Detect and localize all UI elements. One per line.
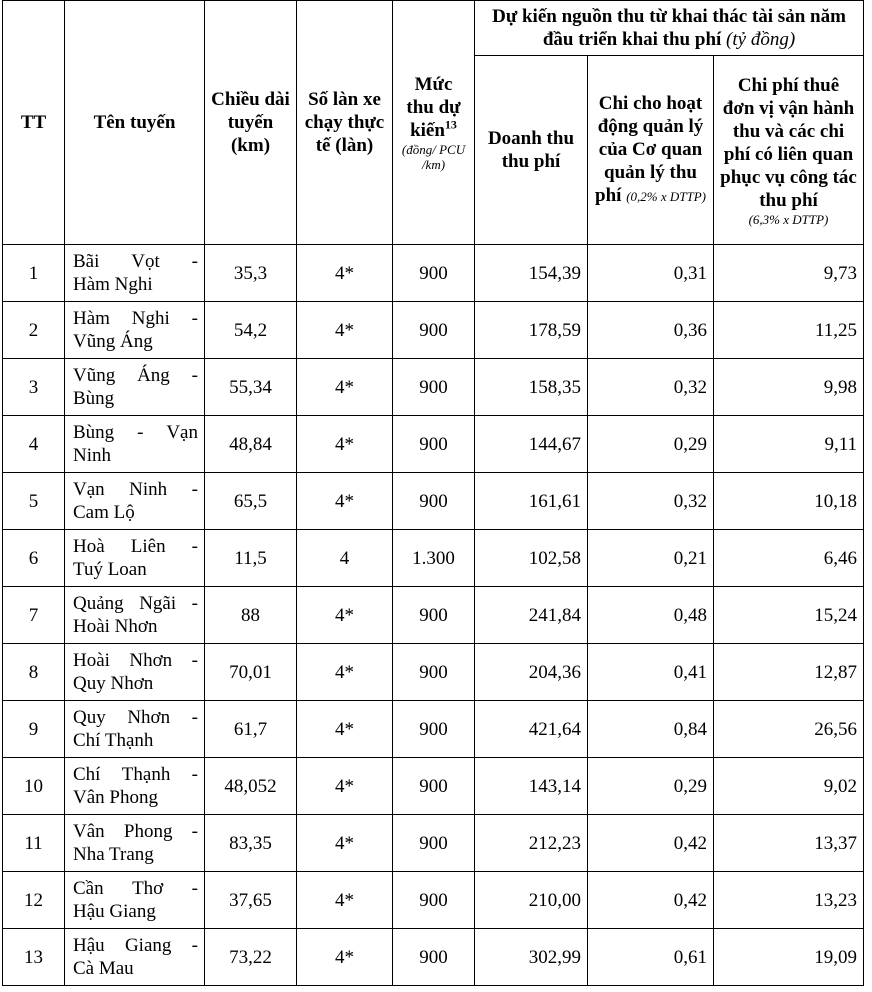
route-word: Hậu (73, 935, 105, 956)
table-row (3, 758, 864, 815)
route-name-line1 (73, 649, 198, 672)
cell-muc-thu: 900 (393, 245, 475, 302)
header-chieu-dai: Chiều dài tuyến (km) (205, 1, 297, 245)
table-row (3, 245, 864, 302)
cell-chieu-dai: 48,84 (205, 416, 297, 473)
cell-chieu-dai: 55,34 (205, 359, 297, 416)
header-doanh-thu: Doanh thu thu phí (475, 56, 588, 245)
cell-so-lan: 4* (297, 302, 393, 359)
header-chi-phi-label: Chi phí thuê đơn vị vận hành thu và các chi phí có liên quan phục vụ công tác thu phí (720, 74, 857, 211)
table-row (3, 929, 864, 986)
route-name-line1 (73, 421, 198, 444)
cell-chi-phi: 12,87 (714, 644, 864, 701)
route-word: - (191, 479, 198, 500)
route-name-line1 (73, 820, 198, 843)
route-word: - (191, 365, 198, 386)
cell-ten-tuyen (65, 473, 205, 530)
table-row (3, 302, 864, 359)
route-word: Giang (124, 935, 172, 956)
cell-chi-cho: 0,32 (588, 473, 714, 530)
cell-chieu-dai: 65,5 (205, 473, 297, 530)
route-word: Phong (123, 821, 173, 842)
cell-tt: 11 (3, 815, 65, 872)
cell-tt: 3 (3, 359, 65, 416)
cell-chi-cho: 0,42 (588, 872, 714, 929)
route-name-line2: Cà Mau (73, 958, 134, 979)
route-word: - (191, 764, 198, 785)
cell-chi-cho: 0,84 (588, 701, 714, 758)
cell-tt: 9 (3, 701, 65, 758)
route-word: Vân (73, 821, 105, 842)
route-name-line1 (73, 535, 198, 558)
cell-doanh-thu: 144,67 (475, 416, 588, 473)
cell-so-lan: 4* (297, 359, 393, 416)
cell-so-lan: 4* (297, 416, 393, 473)
route-word: Thạnh (121, 764, 171, 785)
header-group-revenue (475, 1, 864, 56)
cell-chi-phi: 10,18 (714, 473, 864, 530)
cell-chieu-dai: 61,7 (205, 701, 297, 758)
cell-doanh-thu: 212,23 (475, 815, 588, 872)
cell-tt: 6 (3, 530, 65, 587)
cell-chieu-dai: 73,22 (205, 929, 297, 986)
cell-ten-tuyen (65, 644, 205, 701)
route-word: Quảng (73, 593, 124, 614)
route-name-line1 (73, 592, 198, 615)
cell-chi-phi: 13,37 (714, 815, 864, 872)
cell-chi-phi: 19,09 (714, 929, 864, 986)
header-group-unit: (tỷ đồng) (726, 29, 796, 50)
cell-ten-tuyen (65, 359, 205, 416)
cell-muc-thu: 900 (393, 587, 475, 644)
table-row (3, 872, 864, 929)
route-name-line1 (73, 706, 198, 729)
table-row (3, 587, 864, 644)
route-word: - (191, 707, 198, 728)
cell-muc-thu: 900 (393, 302, 475, 359)
route-name-line1 (73, 307, 198, 330)
cell-ten-tuyen (65, 929, 205, 986)
route-name-line2: Hậu Giang (73, 901, 156, 922)
cell-chieu-dai: 70,01 (205, 644, 297, 701)
route-name-line2: Nha Trang (73, 844, 154, 865)
cell-so-lan: 4 (297, 530, 393, 587)
table-row (3, 644, 864, 701)
cell-chi-phi: 9,02 (714, 758, 864, 815)
cell-tt: 5 (3, 473, 65, 530)
route-word: - (191, 251, 198, 272)
cell-chi-cho: 0,21 (588, 530, 714, 587)
cell-ten-tuyen (65, 815, 205, 872)
cell-doanh-thu: 154,39 (475, 245, 588, 302)
header-chi-phi (714, 56, 864, 245)
header-chi-cho-note: (0,2% x DTTP) (626, 189, 706, 204)
cell-tt: 1 (3, 245, 65, 302)
route-word: - (137, 422, 144, 443)
cell-muc-thu: 900 (393, 815, 475, 872)
cell-chi-phi: 26,56 (714, 701, 864, 758)
route-word: - (191, 536, 198, 557)
route-name-line2: Hàm Nghi (73, 274, 153, 295)
cell-chi-cho: 0,48 (588, 587, 714, 644)
route-word: Hoà (73, 536, 105, 557)
table-row (3, 530, 864, 587)
route-word: Liên (130, 536, 166, 557)
cell-chi-phi: 15,24 (714, 587, 864, 644)
header-tt: TT (3, 1, 65, 245)
cell-doanh-thu: 102,58 (475, 530, 588, 587)
route-word: Cần (73, 878, 104, 899)
cell-chieu-dai: 11,5 (205, 530, 297, 587)
cell-tt: 10 (3, 758, 65, 815)
cell-so-lan: 4* (297, 929, 393, 986)
cell-so-lan: 4* (297, 758, 393, 815)
cell-doanh-thu: 421,64 (475, 701, 588, 758)
route-word: - (191, 308, 198, 329)
route-word: Nhơn (129, 650, 173, 671)
table-row (3, 701, 864, 758)
route-word: Vạn (166, 422, 198, 443)
cell-muc-thu: 900 (393, 929, 475, 986)
route-name-line2: Ninh (73, 445, 111, 466)
cell-tt: 2 (3, 302, 65, 359)
route-word: Nhơn (127, 707, 171, 728)
cell-doanh-thu: 161,61 (475, 473, 588, 530)
cell-chi-phi: 9,98 (714, 359, 864, 416)
cell-doanh-thu: 143,14 (475, 758, 588, 815)
route-name-line1 (73, 763, 198, 786)
route-name-line2: Vũng Áng (73, 331, 153, 352)
cell-ten-tuyen (65, 245, 205, 302)
cell-chi-cho: 0,29 (588, 416, 714, 473)
route-word: Vọt (131, 251, 160, 272)
route-name-line1 (73, 250, 198, 273)
cell-so-lan: 4* (297, 872, 393, 929)
cell-chi-cho: 0,32 (588, 359, 714, 416)
cell-muc-thu: 900 (393, 701, 475, 758)
cell-chieu-dai: 48,052 (205, 758, 297, 815)
header-muc-thu-unit: (đồng/ PCU /km) (401, 142, 466, 172)
route-word: Vũng (73, 365, 116, 386)
route-word: Nghi (131, 308, 170, 329)
cell-ten-tuyen (65, 758, 205, 815)
cell-muc-thu: 900 (393, 758, 475, 815)
cell-chi-phi: 6,46 (714, 530, 864, 587)
cell-chi-cho: 0,61 (588, 929, 714, 986)
cell-muc-thu: 1.300 (393, 530, 475, 587)
route-name-line2: Bùng (73, 388, 115, 409)
cell-chi-phi: 9,73 (714, 245, 864, 302)
cell-chieu-dai: 37,65 (205, 872, 297, 929)
header-chi-phi-note: (6,3% x DTTP) (748, 211, 829, 227)
route-name-line2: Hoài Nhơn (73, 616, 158, 637)
cell-ten-tuyen (65, 416, 205, 473)
toll-revenue-table (2, 0, 864, 986)
cell-so-lan: 4* (297, 587, 393, 644)
route-word: - (191, 650, 198, 671)
cell-tt: 13 (3, 929, 65, 986)
cell-ten-tuyen (65, 530, 205, 587)
cell-chi-cho: 0,42 (588, 815, 714, 872)
route-word: - (191, 935, 198, 956)
cell-chi-cho: 0,41 (588, 644, 714, 701)
cell-muc-thu: 900 (393, 473, 475, 530)
cell-tt: 12 (3, 872, 65, 929)
cell-chi-phi: 13,23 (714, 872, 864, 929)
route-name-line1 (73, 877, 198, 900)
header-chi-cho (588, 56, 714, 245)
cell-ten-tuyen (65, 302, 205, 359)
route-name-line2: Cam Lộ (73, 502, 135, 523)
route-name-line2: Chí Thạnh (73, 730, 154, 751)
route-word: - (191, 878, 198, 899)
footnote-ref: 13 (444, 117, 457, 132)
cell-muc-thu: 900 (393, 416, 475, 473)
cell-chi-cho: 0,31 (588, 245, 714, 302)
header-muc-thu (393, 1, 475, 245)
cell-so-lan: 4* (297, 644, 393, 701)
cell-chieu-dai: 35,3 (205, 245, 297, 302)
cell-chieu-dai: 54,2 (205, 302, 297, 359)
cell-so-lan: 4* (297, 815, 393, 872)
header-chi-cho-label: Chi cho hoạt động quản lý của Cơ quan quản lý thu phí (595, 93, 704, 206)
route-word: Vạn (73, 479, 105, 500)
route-word: Hàm (73, 308, 110, 329)
route-word: Chí (73, 764, 101, 785)
cell-chi-phi: 11,25 (714, 302, 864, 359)
cell-doanh-thu: 302,99 (475, 929, 588, 986)
cell-ten-tuyen (65, 872, 205, 929)
route-word: Áng (137, 365, 170, 386)
route-word: Ninh (129, 479, 168, 500)
route-word: Hoài (73, 650, 110, 671)
cell-tt: 7 (3, 587, 65, 644)
cell-tt: 4 (3, 416, 65, 473)
route-name-line2: Quy Nhơn (73, 673, 154, 694)
cell-doanh-thu: 210,00 (475, 872, 588, 929)
cell-chieu-dai: 88 (205, 587, 297, 644)
cell-doanh-thu: 178,59 (475, 302, 588, 359)
route-word: Ngãi (139, 593, 177, 614)
cell-doanh-thu: 204,36 (475, 644, 588, 701)
route-name-line2: Tuý Loan (73, 559, 147, 580)
table-row (3, 416, 864, 473)
route-name-line1 (73, 934, 198, 957)
cell-chi-cho: 0,29 (588, 758, 714, 815)
table-row (3, 473, 864, 530)
cell-tt: 8 (3, 644, 65, 701)
cell-so-lan: 4* (297, 245, 393, 302)
route-word: Bùng (73, 422, 115, 443)
cell-so-lan: 4* (297, 701, 393, 758)
cell-doanh-thu: 158,35 (475, 359, 588, 416)
cell-doanh-thu: 241,84 (475, 587, 588, 644)
cell-ten-tuyen (65, 587, 205, 644)
route-word: - (191, 821, 198, 842)
route-word: Thơ (132, 878, 164, 899)
route-name-line1 (73, 478, 198, 501)
table-row (3, 815, 864, 872)
header-ten-tuyen: Tên tuyến (65, 1, 205, 245)
cell-muc-thu: 900 (393, 872, 475, 929)
header-group-title: Dự kiến nguồn thu từ khai thác tài sản năm đầu triển khai thu phí (492, 6, 846, 50)
cell-chi-cho: 0,36 (588, 302, 714, 359)
route-word: Bãi (73, 251, 100, 272)
cell-chi-phi: 9,11 (714, 416, 864, 473)
table-row (3, 359, 864, 416)
route-word: Quy (73, 707, 106, 728)
cell-so-lan: 4* (297, 473, 393, 530)
cell-muc-thu: 900 (393, 359, 475, 416)
cell-muc-thu: 900 (393, 644, 475, 701)
header-so-lan: Số làn xe chạy thực tế (làn) (297, 1, 393, 245)
cell-ten-tuyen (65, 701, 205, 758)
route-word: - (191, 593, 198, 614)
cell-chieu-dai: 83,35 (205, 815, 297, 872)
route-name-line2: Vân Phong (73, 787, 158, 808)
header-muc-thu-label: Mức thu dự kiến (406, 74, 461, 141)
route-name-line1 (73, 364, 198, 387)
